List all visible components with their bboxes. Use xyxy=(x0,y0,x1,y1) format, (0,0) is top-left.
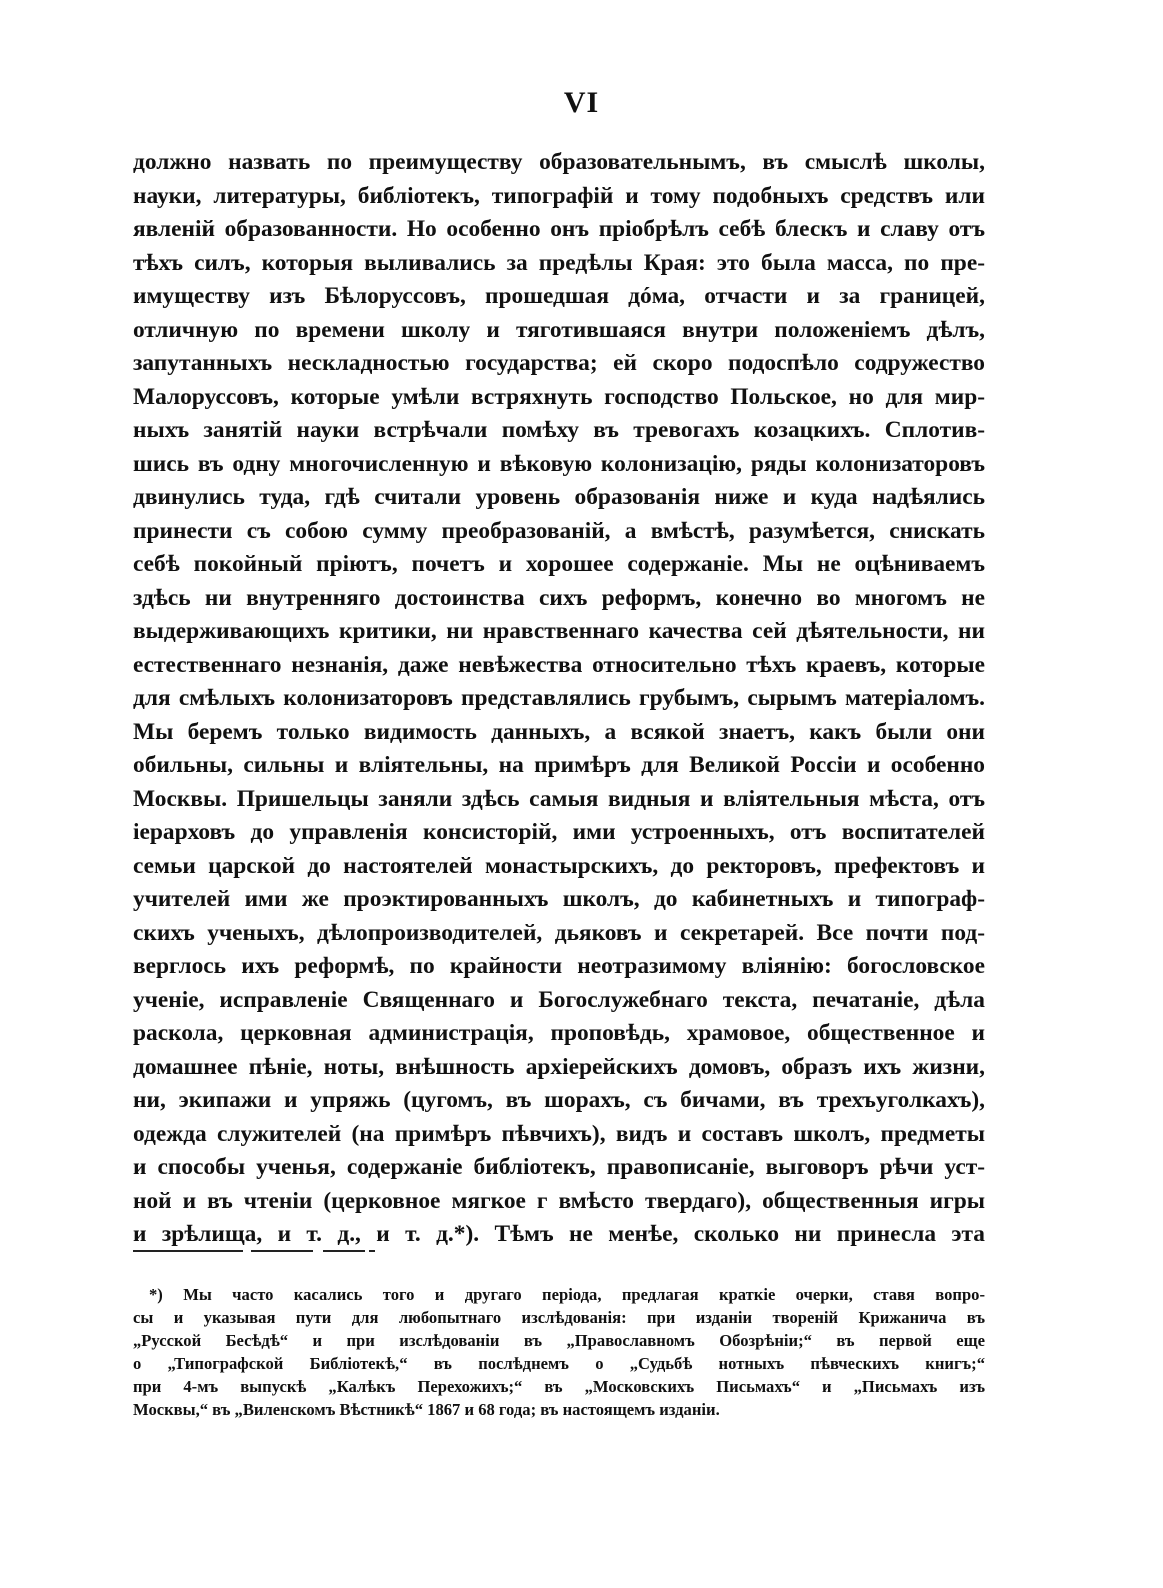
body-line: одежда служителей (на примѣръ пѣвчихъ), видъ и составъ школъ, предметы xyxy=(133,1120,985,1147)
footnote-line: „Русской Бесѣдѣ“ и при изслѣдованіи въ „Православномъ Обозрѣніи;“ въ первой еще xyxy=(133,1331,985,1350)
footnote-line: *) Мы часто касались того и другаго періода, предлагая краткіе очерки, ставя вопро- xyxy=(149,1285,985,1304)
body-line: отличную по времени школу и тяготившаяся внутри положеніемъ дѣлъ, xyxy=(133,316,985,343)
body-line: учителей ими же проэктированныхъ школъ, до кабинетныхъ и типограф- xyxy=(133,886,985,912)
body-line: ученіе, исправленіе Священнаго и Богослужебнаго текста, печатаніе, дѣла xyxy=(133,986,985,1013)
divider-segment xyxy=(133,1250,243,1252)
page-number: VI xyxy=(563,86,600,119)
body-line: принести съ собою сумму преобразованій, а вмѣстѣ, разумѣется, снискать xyxy=(133,517,985,544)
footnote-divider xyxy=(133,1250,375,1253)
body-line: скихъ ученыхъ, дѣлопроизводителей, дьяковъ и секретарей. Все почти под- xyxy=(133,919,985,946)
body-line: ныхъ занятій науки встрѣчали помѣху въ тревогахъ козацкихъ. Сплотив- xyxy=(133,417,985,443)
footnote-line: Москвы,“ въ „Виленскомъ Вѣстникѣ“ 1867 и 68 года; въ настоящемъ изданіи. xyxy=(133,1400,720,1419)
body-line: домашнее пѣніе, ноты, внѣшность архіерейскихъ домовъ, образъ ихъ жизни, xyxy=(133,1053,985,1080)
footnote-line: о „Типографской Библіотекѣ,“ въ послѣднемъ о „Судьбѣ нотныхъ пѣвческихъ книгъ;“ xyxy=(133,1354,985,1373)
divider-gap xyxy=(313,1250,323,1252)
body-line: и зрѣлища, и т. д., и т. д.*). Тѣмъ не менѣе, сколько ни принесла эта xyxy=(133,1221,985,1247)
divider-gap xyxy=(243,1250,251,1252)
divider-segment xyxy=(251,1250,313,1252)
body-line: запутанныхъ нескладностью государства; ей скоро подоспѣло содружество xyxy=(133,350,985,376)
body-line: естественнаго незнанія, даже невѣжества относительно тѣхъ краевъ, которые xyxy=(133,651,985,678)
body-line: здѣсь ни внутренняго достоинства сихъ реформъ, конечно во многомъ не xyxy=(133,584,985,611)
body-line: Москвы. Пришельцы заняли здѣсь самыя видныя и вліятельныя мѣста, отъ xyxy=(133,785,985,812)
body-line: шись въ одну многочисленную и вѣковую колонизацію, ряды колонизаторовъ xyxy=(133,450,985,477)
body-line: тѣхъ силъ, которыя выливались за предѣлы Края: это была масса, по пре- xyxy=(133,249,985,276)
body-line: раскола, церковная администрація, проповѣдь, храмовое, общественное и xyxy=(133,1020,985,1046)
body-line: должно назвать по преимуществу образовательнымъ, въ смыслѣ школы, xyxy=(133,149,985,175)
body-line: ной и въ чтеніи (церковное мягкое г вмѣсто твердаго), общественныя игры xyxy=(133,1187,985,1214)
body-line: семьи царской до настоятелей монастырскихъ, до ректоровъ, префектовъ и xyxy=(133,852,985,879)
body-line: выдерживающихъ критики, ни нравственнаго качества сей дѣятельности, ни xyxy=(133,618,985,644)
body-line: имуществу изъ Бѣлоруссовъ, прошедшая дóма, отчасти и за границей, xyxy=(133,283,985,309)
body-line: для смѣлыхъ колонизаторовъ представлялись грубымъ, сырымъ матеріаломъ. xyxy=(133,685,985,711)
body-line: двинулись туда, гдѣ считали уровень образованія ниже и куда надѣялись xyxy=(133,484,985,510)
body-line: Мы беремъ только видимость данныхъ, а всякой знаетъ, какъ были они xyxy=(133,718,985,745)
footnote-line: сы и указывая пути для любопытнаго изслѣдованія: при изданіи твореній Крижанича въ xyxy=(133,1308,985,1327)
body-line: Малоруссовъ, которые умѣли встряхнуть господство Польское, но для мир- xyxy=(133,383,985,410)
divider-segment xyxy=(369,1250,375,1252)
body-line: науки, литературы, библіотекъ, типографій и тому подобныхъ средствъ или xyxy=(133,182,985,209)
body-line: обильны, сильны и вліятельны, на примѣръ для Великой Россіи и особенно xyxy=(133,752,985,778)
body-line: себѣ покойный пріютъ, почетъ и хорошее содержаніе. Мы не оцѣниваемъ xyxy=(133,551,985,577)
body-line: явленій образованности. Но особенно онъ пріобрѣлъ себѣ блескъ и славу отъ xyxy=(133,216,985,242)
body-line: верглось ихъ реформѣ, по крайности неотразимому вліянію: богословское xyxy=(133,953,985,979)
footnote-line: при 4-мъ выпускѣ „Калѣкъ Перехожихъ;“ въ „Московскихъ Письмахъ“ и „Письмахъ изъ xyxy=(133,1377,985,1396)
footnote xyxy=(133,1283,985,1421)
body-line: ни, экипажи и упряжь (цугомъ, въ шорахъ, съ бичами, въ трехъуголкахъ), xyxy=(133,1087,985,1113)
body-line: іерарховъ до управленія консисторій, ими устроенныхъ, отъ воспитателей xyxy=(133,819,985,845)
divider-segment xyxy=(323,1250,365,1252)
body-text xyxy=(133,146,985,1252)
body-line: и способы ученья, содержаніе библіотекъ, правописаніе, выговоръ рѣчи уст- xyxy=(133,1154,985,1180)
